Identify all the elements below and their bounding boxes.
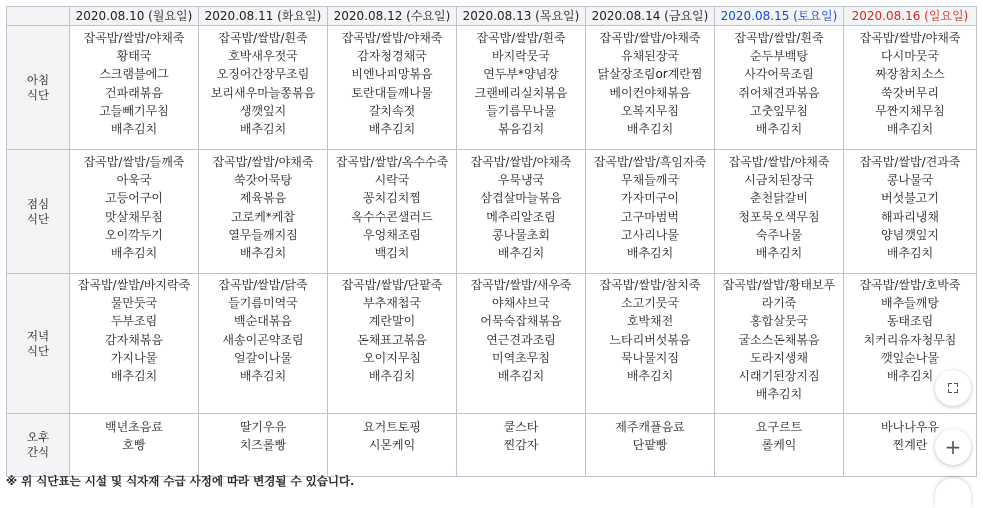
menu-item: 배추김치 (110, 122, 158, 137)
day-header: 2020.08.10 (월요일) (70, 7, 199, 26)
menu-item: 고등어구이 (105, 191, 163, 206)
meal-label-line: 저녁 (26, 328, 50, 343)
menu-item: 볶음김치 (497, 122, 545, 137)
menu-item: 부추재첩국 (363, 296, 421, 311)
menu-item: 오징어간장무조림 (216, 67, 310, 82)
menu-item: 잡곡밥/쌀밥/흰죽 (734, 31, 824, 45)
menu-item: 잡곡밥/쌀밥/호박죽 (859, 278, 961, 292)
menu-item: 오복지무침 (621, 103, 679, 118)
menu-item: 계란말이 (368, 314, 416, 329)
menu-item: 들기름미역국 (228, 296, 298, 311)
dinner-cell (715, 274, 844, 414)
menu-item: 유채된장국 (621, 49, 679, 64)
menu-item: 콩나물국 (886, 173, 934, 188)
snack-cell (457, 414, 586, 477)
lunch-cell (715, 150, 844, 274)
menu-item: 제주캐플음료 (615, 420, 685, 434)
menu-item: 요거트토핑 (363, 420, 421, 434)
menu-item: 청포묵오색무침 (738, 209, 820, 224)
meal-label-line: 간식 (26, 445, 50, 459)
menu-item: 건파래볶음 (105, 85, 163, 100)
menu-item: 바나나우유 (881, 420, 939, 434)
menu-item: 바지락뭇국 (492, 49, 550, 64)
menu-item: 새송이곤약조림 (222, 332, 304, 347)
menu-item: 버섯불고기 (881, 191, 939, 206)
menu-item: 배추김치 (755, 122, 803, 137)
breakfast-cell (844, 26, 977, 150)
menu-item: 시금치된장국 (744, 173, 814, 188)
meal-label-line: 오후 (26, 430, 50, 444)
menu-item: 도라지생채 (750, 350, 808, 365)
menu-item: 배추김치 (239, 369, 287, 384)
menu-item: 잡곡밥/쌀밥/야채죽 (599, 31, 701, 45)
menu-item: 고들빼기무침 (99, 103, 169, 118)
dinner-cell (70, 274, 199, 414)
menu-item: 사각어묵조림 (744, 67, 814, 82)
menu-item: 연두부*양념장 (483, 67, 559, 82)
menu-item: 짜장참치소스 (875, 67, 945, 82)
menu-item: 감자채볶음 (105, 332, 163, 347)
menu-item: 잡곡밥/쌀밥/바지락죽 (77, 278, 191, 292)
menu-item: 배추김치 (497, 246, 545, 261)
lunch-cell (199, 150, 328, 274)
menu-item: 베이컨야채볶음 (609, 85, 691, 100)
dinner-cell (586, 274, 715, 414)
meal-plan-table (6, 6, 977, 477)
menu-item: 삼겹살마늘볶음 (480, 191, 562, 206)
menu-item: 잡곡밥/쌀밥/야채죽 (728, 155, 830, 169)
snack-cell (199, 414, 328, 477)
menu-item: 해파리냉채 (881, 209, 939, 224)
menu-item: 잡곡밥/쌀밥/새우죽 (470, 278, 572, 292)
footnote: ※ 위 식단표는 시설 및 식자재 수급 사정에 따라 변경될 수 있습니다. (6, 474, 355, 488)
dinner-row (7, 274, 977, 414)
menu-item: 백년초음료 (105, 420, 163, 434)
meal-label-line: 식단 (26, 87, 50, 102)
menu-item: 배추김치 (626, 369, 674, 384)
menu-item: 굴소스돈채볶음 (738, 332, 820, 347)
menu-item: 배추김치 (886, 369, 934, 384)
breakfast-row (7, 26, 977, 150)
menu-item: 다시마뭇국 (881, 49, 939, 64)
dinner-cell (328, 274, 457, 414)
menu-item: 백순대볶음 (234, 314, 292, 329)
menu-item: 황태국 (116, 49, 152, 64)
menu-item: 잡곡밥/쌀밥/단팥죽 (341, 278, 443, 292)
breakfast-label (7, 26, 70, 150)
menu-item: 롤케익 (761, 438, 797, 453)
day-header: 2020.08.12 (수요일) (328, 7, 457, 26)
menu-item: 우엉채조림 (363, 227, 421, 242)
menu-item: 배추김치 (886, 246, 934, 261)
lunch-row (7, 150, 977, 274)
lunch-cell (328, 150, 457, 274)
breakfast-cell (328, 26, 457, 150)
lunch-label (7, 150, 70, 274)
menu-item: 시몬케익 (368, 438, 416, 453)
menu-item: 무채들깨국 (621, 173, 679, 188)
day-header-saturday: 2020.08.15 (토요일) (715, 7, 844, 26)
menu-item: 잡곡밥/쌀밥/야채죽 (470, 155, 572, 169)
expand-button[interactable] (935, 370, 971, 406)
menu-item: 잡곡밥/쌀밥/닭죽 (218, 278, 308, 292)
menu-item: 배추김치 (626, 122, 674, 137)
menu-item: 찐계란 (892, 438, 928, 453)
menu-item: 호박채전 (626, 314, 674, 329)
menu-item: 물만둣국 (110, 296, 158, 311)
menu-item: 치커리유자청무침 (863, 332, 957, 347)
menu-item: 고로케*케찹 (231, 209, 295, 224)
meal-label-line: 식단 (26, 343, 50, 358)
menu-item: 가자미구이 (621, 191, 679, 206)
menu-item: 배추김치 (368, 369, 416, 384)
day-header: 2020.08.13 (목요일) (457, 7, 586, 26)
menu-item: 미역초무침 (492, 350, 550, 365)
lunch-cell (70, 150, 199, 274)
menu-item: 쑥갓버무리 (881, 85, 939, 100)
menu-item: 우묵냉국 (497, 173, 545, 188)
menu-item: 스크램블에그 (99, 67, 169, 82)
menu-item: 오이깍두기 (105, 227, 163, 242)
menu-item: 치즈롤빵 (239, 438, 287, 453)
menu-item: 갈치속젓 (368, 103, 416, 118)
lunch-cell (586, 150, 715, 274)
breakfast-cell (457, 26, 586, 150)
breakfast-cell (70, 26, 199, 150)
menu-item: 연근견과조림 (486, 332, 556, 347)
menu-item: 배추김치 (497, 369, 545, 384)
menu-item: 호박새우젓국 (228, 49, 298, 64)
menu-item: 요구르트 (755, 420, 803, 434)
menu-item: 배추김치 (110, 369, 158, 384)
menu-item: 잡곡밥/쌀밥/야채죽 (83, 31, 185, 45)
snack-cell (586, 414, 715, 477)
day-header-sunday: 2020.08.16 (일요일) (844, 7, 977, 26)
plus-icon: + (944, 435, 962, 459)
menu-item: 배추김치 (239, 122, 287, 137)
menu-item: 라기죽 (761, 296, 797, 311)
menu-item: 배추김치 (755, 246, 803, 261)
menu-item: 가지나물 (110, 350, 158, 365)
menu-item: 잡곡밥/쌀밥/흰죽 (218, 31, 308, 45)
breakfast-cell (715, 26, 844, 150)
menu-item: 호빵 (122, 438, 146, 453)
menu-item: 열무들깨지짐 (228, 227, 298, 242)
day-header: 2020.08.14 (금요일) (586, 7, 715, 26)
menu-item: 잡곡밥/쌀밥/흑임자죽 (593, 155, 707, 169)
menu-item: 쑥갓어묵탕 (234, 173, 292, 188)
menu-item: 오이지무침 (363, 350, 421, 365)
menu-item: 양념깻잎지 (881, 227, 939, 242)
menu-item: 배추김치 (239, 246, 287, 261)
header-row (7, 7, 977, 26)
menu-item: 백김치 (374, 246, 410, 261)
menu-item: 꽁치김치찜 (363, 191, 421, 206)
menu-item: 고춧잎무침 (750, 103, 808, 118)
menu-item: 배추김치 (755, 387, 803, 402)
menu-item: 두부조림 (110, 314, 158, 329)
menu-item: 돈채표고볶음 (357, 332, 427, 347)
menu-item: 딸기우유 (239, 420, 287, 434)
menu-item: 숙주나물 (755, 227, 803, 242)
snack-label (7, 414, 70, 477)
menu-item: 생깻잎지 (239, 103, 287, 118)
menu-item: 소고기뭇국 (621, 296, 679, 311)
expand-icon (948, 383, 958, 393)
menu-item: 배추김치 (110, 246, 158, 261)
meal-label-line: 점심 (26, 196, 50, 211)
menu-item: 시래기된장지짐 (738, 369, 820, 384)
menu-item: 찐감자 (503, 438, 539, 453)
menu-item: 잡곡밥/쌀밥/견과죽 (859, 155, 961, 169)
menu-item: 옥수수콘샐러드 (351, 209, 433, 224)
menu-item: 닭살장조림or계란찜 (597, 67, 703, 82)
menu-item: 순두부백탕 (750, 49, 808, 64)
lunch-cell (844, 150, 977, 274)
menu-item: 잡곡밥/쌀밥/들깨죽 (83, 155, 185, 169)
menu-item: 잡곡밥/쌀밥/흰죽 (476, 31, 566, 45)
meal-label-line: 아침 (26, 72, 50, 87)
menu-item: 콩나물초회 (492, 227, 550, 242)
menu-item: 쥐어채견과볶음 (738, 85, 820, 100)
meal-label-line: 식단 (26, 211, 50, 226)
menu-item: 맛살채무침 (105, 209, 163, 224)
menu-item: 고구마범벅 (621, 209, 679, 224)
menu-item: 잡곡밥/쌀밥/야채죽 (341, 31, 443, 45)
menu-item: 어묵숙잡채볶음 (480, 314, 562, 329)
menu-item: 잡곡밥/쌀밥/황태보푸 (722, 278, 836, 292)
breakfast-cell (586, 26, 715, 150)
menu-item: 단팥빵 (632, 438, 668, 453)
dinner-label (7, 274, 70, 414)
menu-item: 메추리알조림 (486, 209, 556, 224)
menu-item: 야채샤브국 (492, 296, 550, 311)
menu-item: 아욱국 (116, 173, 152, 188)
menu-item: 얼갈이나물 (234, 350, 292, 365)
menu-item: 잡곡밥/쌀밥/야채죽 (212, 155, 314, 169)
dinner-cell (457, 274, 586, 414)
menu-item: 깻잎순나물 (881, 350, 939, 365)
breakfast-cell (199, 26, 328, 150)
add-button[interactable] (935, 429, 971, 465)
menu-item: 보리새우마늘쫑볶음 (210, 85, 316, 100)
menu-item: 배추김치 (368, 122, 416, 137)
snack-cell (715, 414, 844, 477)
menu-item: 배추들깨탕 (881, 296, 939, 311)
menu-item: 고사리나물 (621, 227, 679, 242)
corner-cell (7, 7, 70, 26)
lunch-cell (457, 150, 586, 274)
menu-item: 배추김치 (886, 122, 934, 137)
menu-item: 묵나물지짐 (621, 350, 679, 365)
menu-item: 토란대들깨나물 (351, 85, 433, 100)
menu-item: 제육볶음 (239, 191, 287, 206)
snack-cell (328, 414, 457, 477)
menu-item: 동태조림 (886, 314, 934, 329)
menu-item: 쿨스타 (503, 420, 539, 434)
menu-item: 춘천닭갈비 (750, 191, 808, 206)
menu-item: 잡곡밥/쌀밥/야채죽 (859, 31, 961, 45)
snack-row (7, 414, 977, 477)
menu-item: 크랜베리실치볶음 (474, 85, 568, 100)
menu-item: 잡곡밥/쌀밥/옥수수죽 (335, 155, 449, 169)
partial-floating-button[interactable] (935, 478, 971, 508)
menu-item: 배추김치 (626, 246, 674, 261)
day-header: 2020.08.11 (화요일) (199, 7, 328, 26)
dinner-cell (199, 274, 328, 414)
menu-item: 비엔나피망볶음 (351, 67, 433, 82)
menu-item: 잡곡밥/쌀밥/참치죽 (599, 278, 701, 292)
menu-item: 느타리버섯볶음 (609, 332, 691, 347)
menu-item: 홍합살뭇국 (750, 314, 808, 329)
menu-item: 들기름무나물 (486, 103, 556, 118)
snack-cell (70, 414, 199, 477)
menu-item: 무짠지채무침 (875, 103, 945, 118)
menu-item: 시락국 (374, 173, 410, 188)
menu-item: 감자청경채국 (357, 49, 427, 64)
